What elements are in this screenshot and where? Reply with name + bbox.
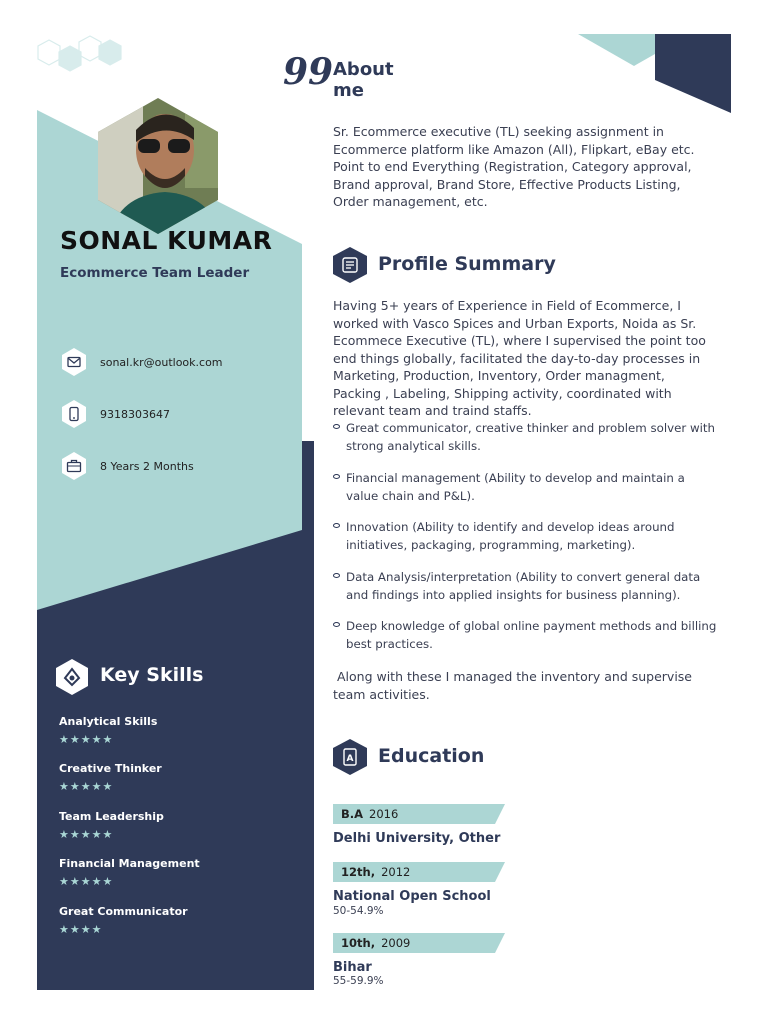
candidate-role: Ecommerce Team Leader — [60, 265, 250, 281]
skill-item — [59, 905, 299, 936]
contact-experience — [60, 452, 290, 480]
bullet-marker — [333, 474, 340, 479]
skill-label: Financial Management — [59, 857, 200, 870]
contact-phone — [60, 400, 290, 428]
education-degree-bar — [333, 933, 505, 953]
phone-text: 9318303647 — [100, 407, 170, 421]
quote-icon: 99 — [283, 51, 334, 93]
contact-email — [60, 348, 290, 376]
summary-bullet — [333, 419, 718, 455]
skill-label: Creative Thinker — [59, 762, 162, 775]
skill-label: Great Communicator — [59, 905, 188, 918]
skill-rating: ★★★★★ — [59, 780, 114, 793]
skill-rating: ★★★★ — [59, 923, 103, 936]
bullet-marker — [333, 424, 340, 429]
skill-rating: ★★★★★ — [59, 733, 114, 746]
skill-item — [59, 715, 299, 746]
skills-icon — [56, 659, 88, 695]
phone-icon — [60, 400, 88, 428]
summary-title: Profile Summary — [378, 253, 556, 275]
education-institution: Delhi University, Other — [333, 831, 501, 846]
about-title: About me — [333, 59, 394, 101]
education-degree-bar — [333, 804, 505, 824]
education-degree: 12th, 2012 — [341, 865, 411, 879]
bullet-text: Deep knowledge of global online payment methods and billing best practices. — [346, 619, 717, 651]
education-score: 50-54.9% — [333, 905, 384, 917]
skill-label: Analytical Skills — [59, 715, 158, 728]
education-title: Education — [378, 745, 485, 767]
candidate-name: SONAL KUMAR — [60, 226, 273, 255]
skill-item — [59, 857, 299, 888]
summary-text: Having 5+ years of Experience in Field of Ecommerce, I worked with Vasco Spices and Urban Exports, Noida as Sr. Ecommece Executive (TL), where I supervised the point too end things globally, facilitated the day-to-day processes in Marketing, Production, Inventory, Order managment, Packing , Labeling, Shipping activity, coordinated with relevant team and traind staffs. — [333, 298, 706, 418]
bullet-text: Financial management (Ability to develop and maintain a value chain and P&L). — [346, 471, 685, 503]
skill-rating: ★★★★★ — [59, 875, 114, 888]
education-score: 55-59.9% — [333, 975, 384, 987]
education-degree: 10th, 2009 — [341, 936, 411, 950]
email-icon — [60, 348, 88, 376]
bullet-text: Great communicator, creative thinker and problem solver with strong analytical skills. — [346, 421, 716, 453]
corner-teal-shape — [578, 34, 655, 66]
corner-navy-shape — [655, 34, 731, 113]
bullet-marker — [333, 573, 340, 578]
document-icon — [333, 247, 367, 283]
summary-closing: Along with these I managed the inventory and supervise team activities. — [333, 669, 696, 702]
summary-bullet — [333, 568, 718, 604]
skill-item — [59, 762, 299, 793]
education-institution: National Open School — [333, 889, 491, 904]
bullet-marker — [333, 523, 340, 528]
summary-bullet — [333, 469, 718, 505]
bullet-text: Innovation (Ability to identify and develop ideas around initiatives, packaging, programming, marketing). — [346, 520, 675, 552]
svg-text:A: A — [346, 754, 354, 764]
skill-label: Team Leadership — [59, 810, 164, 823]
education-degree-bar — [333, 862, 505, 882]
bullet-text: Data Analysis/interpretation (Ability to convert general data and findings into applied insights for business planning). — [346, 570, 701, 602]
email-text: sonal.kr@outlook.com — [100, 355, 223, 369]
skill-item — [59, 810, 299, 841]
skill-rating: ★★★★★ — [59, 828, 114, 841]
decorative-hexagons — [38, 36, 121, 71]
briefcase-icon — [60, 452, 88, 480]
summary-bullet — [333, 518, 718, 554]
bullet-marker — [333, 622, 340, 627]
summary-bullet — [333, 617, 718, 653]
education-icon — [333, 739, 367, 775]
about-text: Sr. Ecommerce executive (TL) seeking assignment in Ecommerce platform like Amazon (All), Flipkart, eBay etc. Point to end Everything (Registration, Category approval, Brand approval, Brand Store, Effective Products Listing, Order management, etc. — [333, 124, 695, 209]
experience-text: 8 Years 2 Months — [100, 459, 194, 473]
education-degree: B.A 2016 — [341, 807, 399, 821]
skills-title: Key Skills — [100, 664, 204, 686]
education-institution: Bihar — [333, 960, 372, 975]
